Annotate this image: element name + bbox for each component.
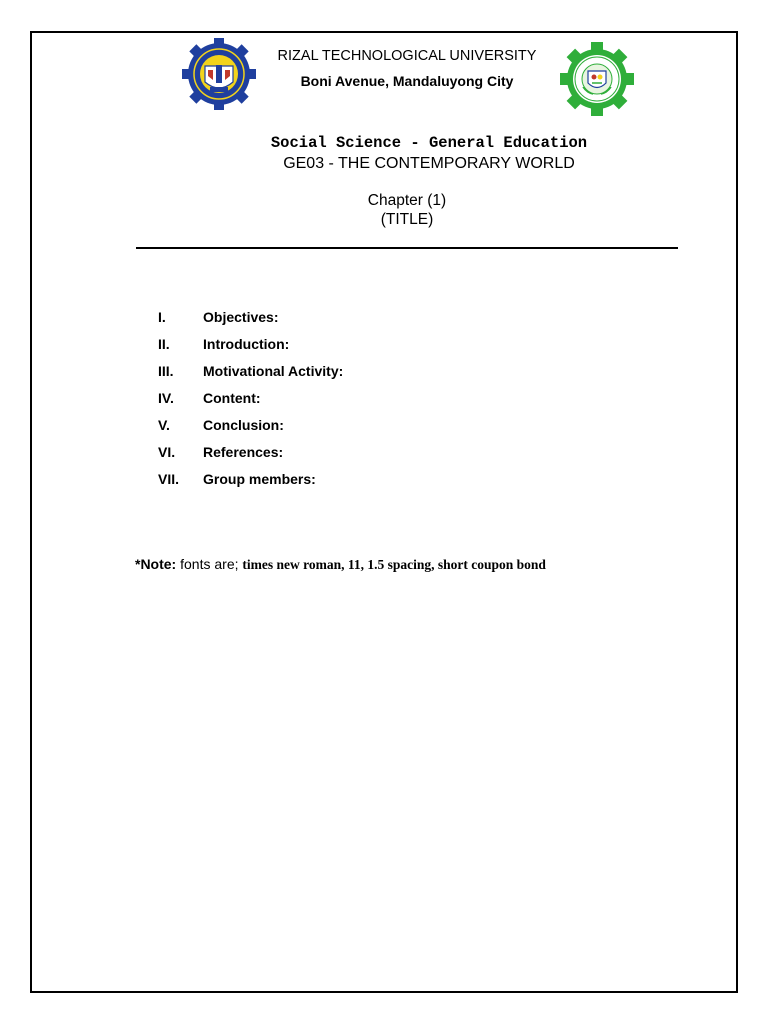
course-department: Social Science - General Education [270, 134, 588, 152]
outline-item [158, 358, 343, 385]
outline-number: I. [158, 309, 166, 326]
outline-label: References: [203, 443, 284, 460]
chapter-number: Chapter (1) [367, 192, 447, 209]
outline-number: VII. [158, 470, 180, 487]
outline-label: Content: [203, 390, 261, 407]
outline-number: IV. [158, 390, 174, 407]
page-border [30, 31, 738, 993]
note-spec: times new roman, 11, 1.5 spacing, short coupon bond [242, 557, 546, 572]
rtu-seal-icon [179, 38, 259, 110]
college-arts-sciences-seal-icon [556, 42, 638, 116]
outline-label: Introduction: [203, 336, 290, 353]
note-label: *Note: [135, 556, 177, 572]
university-name: RIZAL TECHNOLOGICAL UNIVERSITY [277, 48, 537, 64]
outline-item [158, 331, 343, 358]
outline-item [158, 412, 343, 439]
note-text: fonts are; [176, 556, 243, 572]
university-address: Boni Avenue, Mandaluyong City [300, 73, 514, 89]
outline-number: II. [158, 336, 170, 353]
outline-item [158, 304, 343, 331]
outline-label: Objectives: [203, 309, 279, 326]
outline-label: Motivational Activity: [203, 363, 344, 380]
outline-item [158, 465, 343, 492]
outline-number: V. [158, 417, 170, 433]
outline-list [158, 304, 343, 492]
chapter-title: (TITLE) [380, 211, 434, 228]
outline-item [158, 385, 343, 412]
outline-number: III. [158, 363, 174, 380]
outline-label: Group members: [203, 470, 316, 487]
format-note [135, 555, 546, 574]
outline-number: VI. [158, 443, 176, 460]
outline-label: Conclusion: [203, 417, 284, 433]
header-divider [136, 247, 678, 249]
course-title: GE03 - THE CONTEMPORARY WORLD [283, 155, 575, 172]
outline-item [158, 438, 343, 465]
